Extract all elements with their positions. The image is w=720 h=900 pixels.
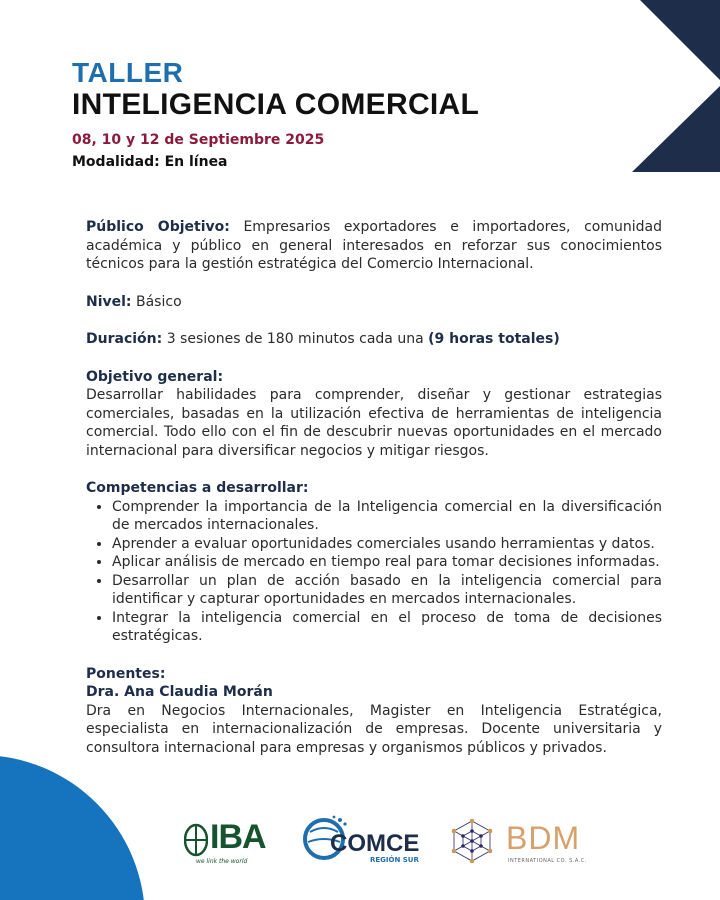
speakers-heading: Ponentes: — [86, 665, 166, 682]
comce-logo-text: COMCE — [330, 830, 420, 857]
list-item: • Desarrollar un plan de acción basado en la inteligencia comercial para identificar y capturar oportunidades en mercados internacionales. — [112, 572, 662, 609]
page-title: INTELIGENCIA COMERCIAL — [72, 88, 480, 121]
network-icon — [448, 818, 496, 864]
target-audience-text: Empresarios exportadores e importadores, comunidad académica y público en general interesados en reforzar sus conocimientos técnicos para la gestión estratégica del Comercio Internacional. — [86, 219, 662, 272]
duration-total: (9 horas totales) — [428, 331, 560, 347]
sponsor-logos — [0, 810, 720, 870]
iba-tagline: we link the world — [196, 858, 248, 865]
comce-subtitle: REGIÓN SUR — [370, 856, 419, 864]
duration — [86, 330, 662, 349]
modality — [72, 154, 479, 170]
header — [72, 58, 479, 170]
duration-label: Duración: — [86, 331, 163, 347]
speaker-name: Dra. Ana Claudia Morán — [86, 684, 273, 700]
list-item: • Integrar la inteligencia comercial en el proceso de toma de decisiones estratégicas. — [112, 609, 662, 646]
bdm-logo-text: BDM — [506, 820, 581, 856]
bdm-subtitle: INTERNATIONAL CO. S.A.C. — [508, 858, 587, 864]
level — [86, 293, 662, 312]
target-audience — [86, 218, 662, 274]
top-right-triangle-decor — [640, 0, 720, 80]
iba-logo-text: IBA — [210, 818, 266, 856]
objective-heading: Objetivo general: — [86, 368, 224, 385]
event-dates: 08, 10 y 12 de Septiembre 2025 — [72, 132, 325, 148]
target-audience-label: Público Objetivo: — [86, 219, 230, 235]
modality-label: Modalidad: — [72, 154, 160, 170]
competencies-list — [86, 498, 662, 646]
globe-icon — [184, 823, 208, 857]
course-details — [86, 218, 662, 757]
competencies-heading: Competencias a desarrollar: — [86, 480, 309, 496]
objective-text: Desarrollar habilidades para comprender, diseñar y gestionar estrategias comerciales, basadas en la utilización efectiva de herramientas de inteligencia comercial. Todo ello con el fin de descubrir nuevas oportunidades en el mercado internacional para diversificar negocios y mitigar riesgos. — [86, 387, 662, 459]
mid-right-triangle-decor — [632, 86, 720, 172]
speaker-bio: Dra en Negocios Internacionales, Magister en Inteligencia Estratégica, especialista en internacionalización de empresas. Docente universitaria y consultora internacional para empresas y organismos públicos y privados. — [86, 702, 662, 756]
workshop-label: TALLER — [72, 57, 184, 88]
modality-value: En línea — [164, 154, 228, 170]
level-value: Básico — [136, 293, 182, 310]
duration-text: 3 sesiones de 180 minutos cada una — [166, 331, 424, 347]
list-item: • Aprender a evaluar oportunidades comerciales usando herramientas y datos. — [112, 535, 662, 554]
level-label: Nivel: — [86, 293, 132, 310]
list-item: • Comprender la importancia de la Inteligencia comercial en la diversificación de mercados internacionales. — [112, 498, 662, 535]
list-item: • Aplicar análisis de mercado en tiempo real para tomar decisiones informadas. — [112, 553, 662, 572]
